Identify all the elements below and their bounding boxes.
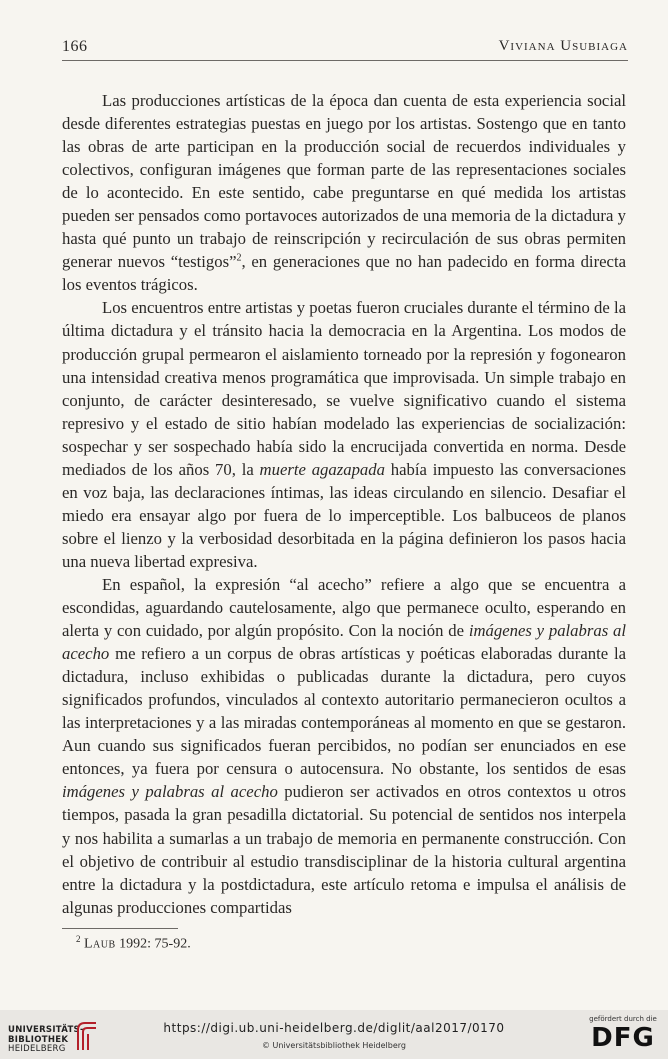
paragraph-text: había impuesto las conversaciones en voz baja, las declaraciones íntimas, las ideas circulando en silencio. Desafiar el miedo era ensayar algo por fuera de lo imperceptible. Los balbuceos de planos sobre el lienzo y la verbosidad desorbitada en la página definieron los pasos hacia una nueva libertad expresiva. [62, 459, 626, 571]
paragraph-text: , en generaciones que no han padecido en forma directa los eventos trágicos. [62, 252, 626, 295]
page-number: 166 [62, 38, 88, 55]
italic-phrase: imágenes y palabras al acecho [62, 782, 278, 802]
library-name: UNIVERSITÄTS- BIBLIOTHEK HEIDELBERG [8, 1025, 84, 1054]
footnote-author: Laub [84, 936, 116, 952]
paragraph-text: me refiero a un corpus de obras artísticas y poéticas elaboradas durante la dictadura, incluso exhibidas o publicadas durante la dictadura, pero cuyos significados profundos, vinculados al contexto autoritario permanecieron ocultos a las interpretaciones y a las miradas contemporáneas al momento en que se gestaron. Aun cuando sus significados fueran percibidos, no podían ser enunciados en ese entonces, ya fuera por censura o autocensura. No obstante, los sentidos de esas [62, 644, 626, 779]
footnote-reference: 2 [236, 252, 242, 264]
footnote-number: 2 [76, 934, 81, 944]
paragraph-text: pudieron ser activados en otros contextos u otros tiempos, pasada la gran pesadilla dictatorial. Su potencial de sentidos nos interpela y nos habilita a sumarlas a un trabajo de memoria en permanente construcción. Con el objetivo de contribuir al estudio transdisciplinar de la historia cultural argentina entre la dictadura y la postdictadura, este artículo retoma e impulsa el análisis de algunas producciones compartidas [62, 782, 626, 917]
running-head: Viviana Usubiaga [498, 38, 628, 54]
body-paragraph [62, 573, 626, 919]
body-paragraph [62, 89, 626, 296]
italic-phrase: muerte agazapada [259, 459, 385, 479]
footnote [76, 934, 191, 953]
body-paragraph [62, 296, 626, 573]
body-text [62, 89, 626, 919]
dfg-wordmark: DFG [591, 1023, 655, 1053]
paragraph-text: En español, la expresión “al acecho” refiere a algo que se encuentra a escondidas, aguardando cautelosamente, algo que permanece oculto, esperando en alerta y con cuidado, por algún propósito. Con la noción de [62, 574, 626, 641]
footnote-citation: 1992: 75-92. [115, 936, 191, 952]
dfg-logo[interactable] [588, 1015, 658, 1055]
permalink-url[interactable]: https://digi.ub.uni-heidelberg.de/diglit/aal2017/0170 [163, 1021, 505, 1035]
page-header [62, 38, 628, 61]
copyright-notice: © Universitätsbibliothek Heidelberg [261, 1041, 406, 1050]
viewer-footer [0, 1010, 668, 1059]
paragraph-text: Las producciones artísticas de la época dan cuenta de esta experiencia social desde diferentes estrategias puestas en juego por los artistas. Sostengo que en tanto las obras de arte participan en la producción social de recuerdos individuales y colectivos, configuran imágenes que forman parte de las representaciones sociales de lo acontecido. En este sentido, cabe preguntarse en qué medida los artistas pueden ser pensados como portavoces autorizados de una memoria de la dictadura y hasta qué punto un trabajo de reinscripción y recirculación de sus obras permiten generar nuevos “testigos” [62, 91, 626, 272]
footnote-divider [62, 928, 178, 929]
paragraph-text: Los encuentros entre artistas y poetas fueron cruciales durante el término de la última dictadura y el tránsito hacia la democracia en la Argentina. Los modos de producción grupal permearon el aislamiento torneado por la represión y fogonearon una intensidad creativa menos programática que improvisada. Un simple trabajo en conjunto, de carácter desinteresado, se vuelve significativo cuando el sistema represivo y el estado de sitio habían modelado las experiencias de socialización: sospechar y ser sospechado había sido la encrucijada convertida en norma. Desde mediados de los años 70, la [62, 298, 626, 479]
funding-note: gefördert durch die [589, 1015, 657, 1023]
italic-phrase: imágenes y palabras al acecho [62, 621, 626, 664]
